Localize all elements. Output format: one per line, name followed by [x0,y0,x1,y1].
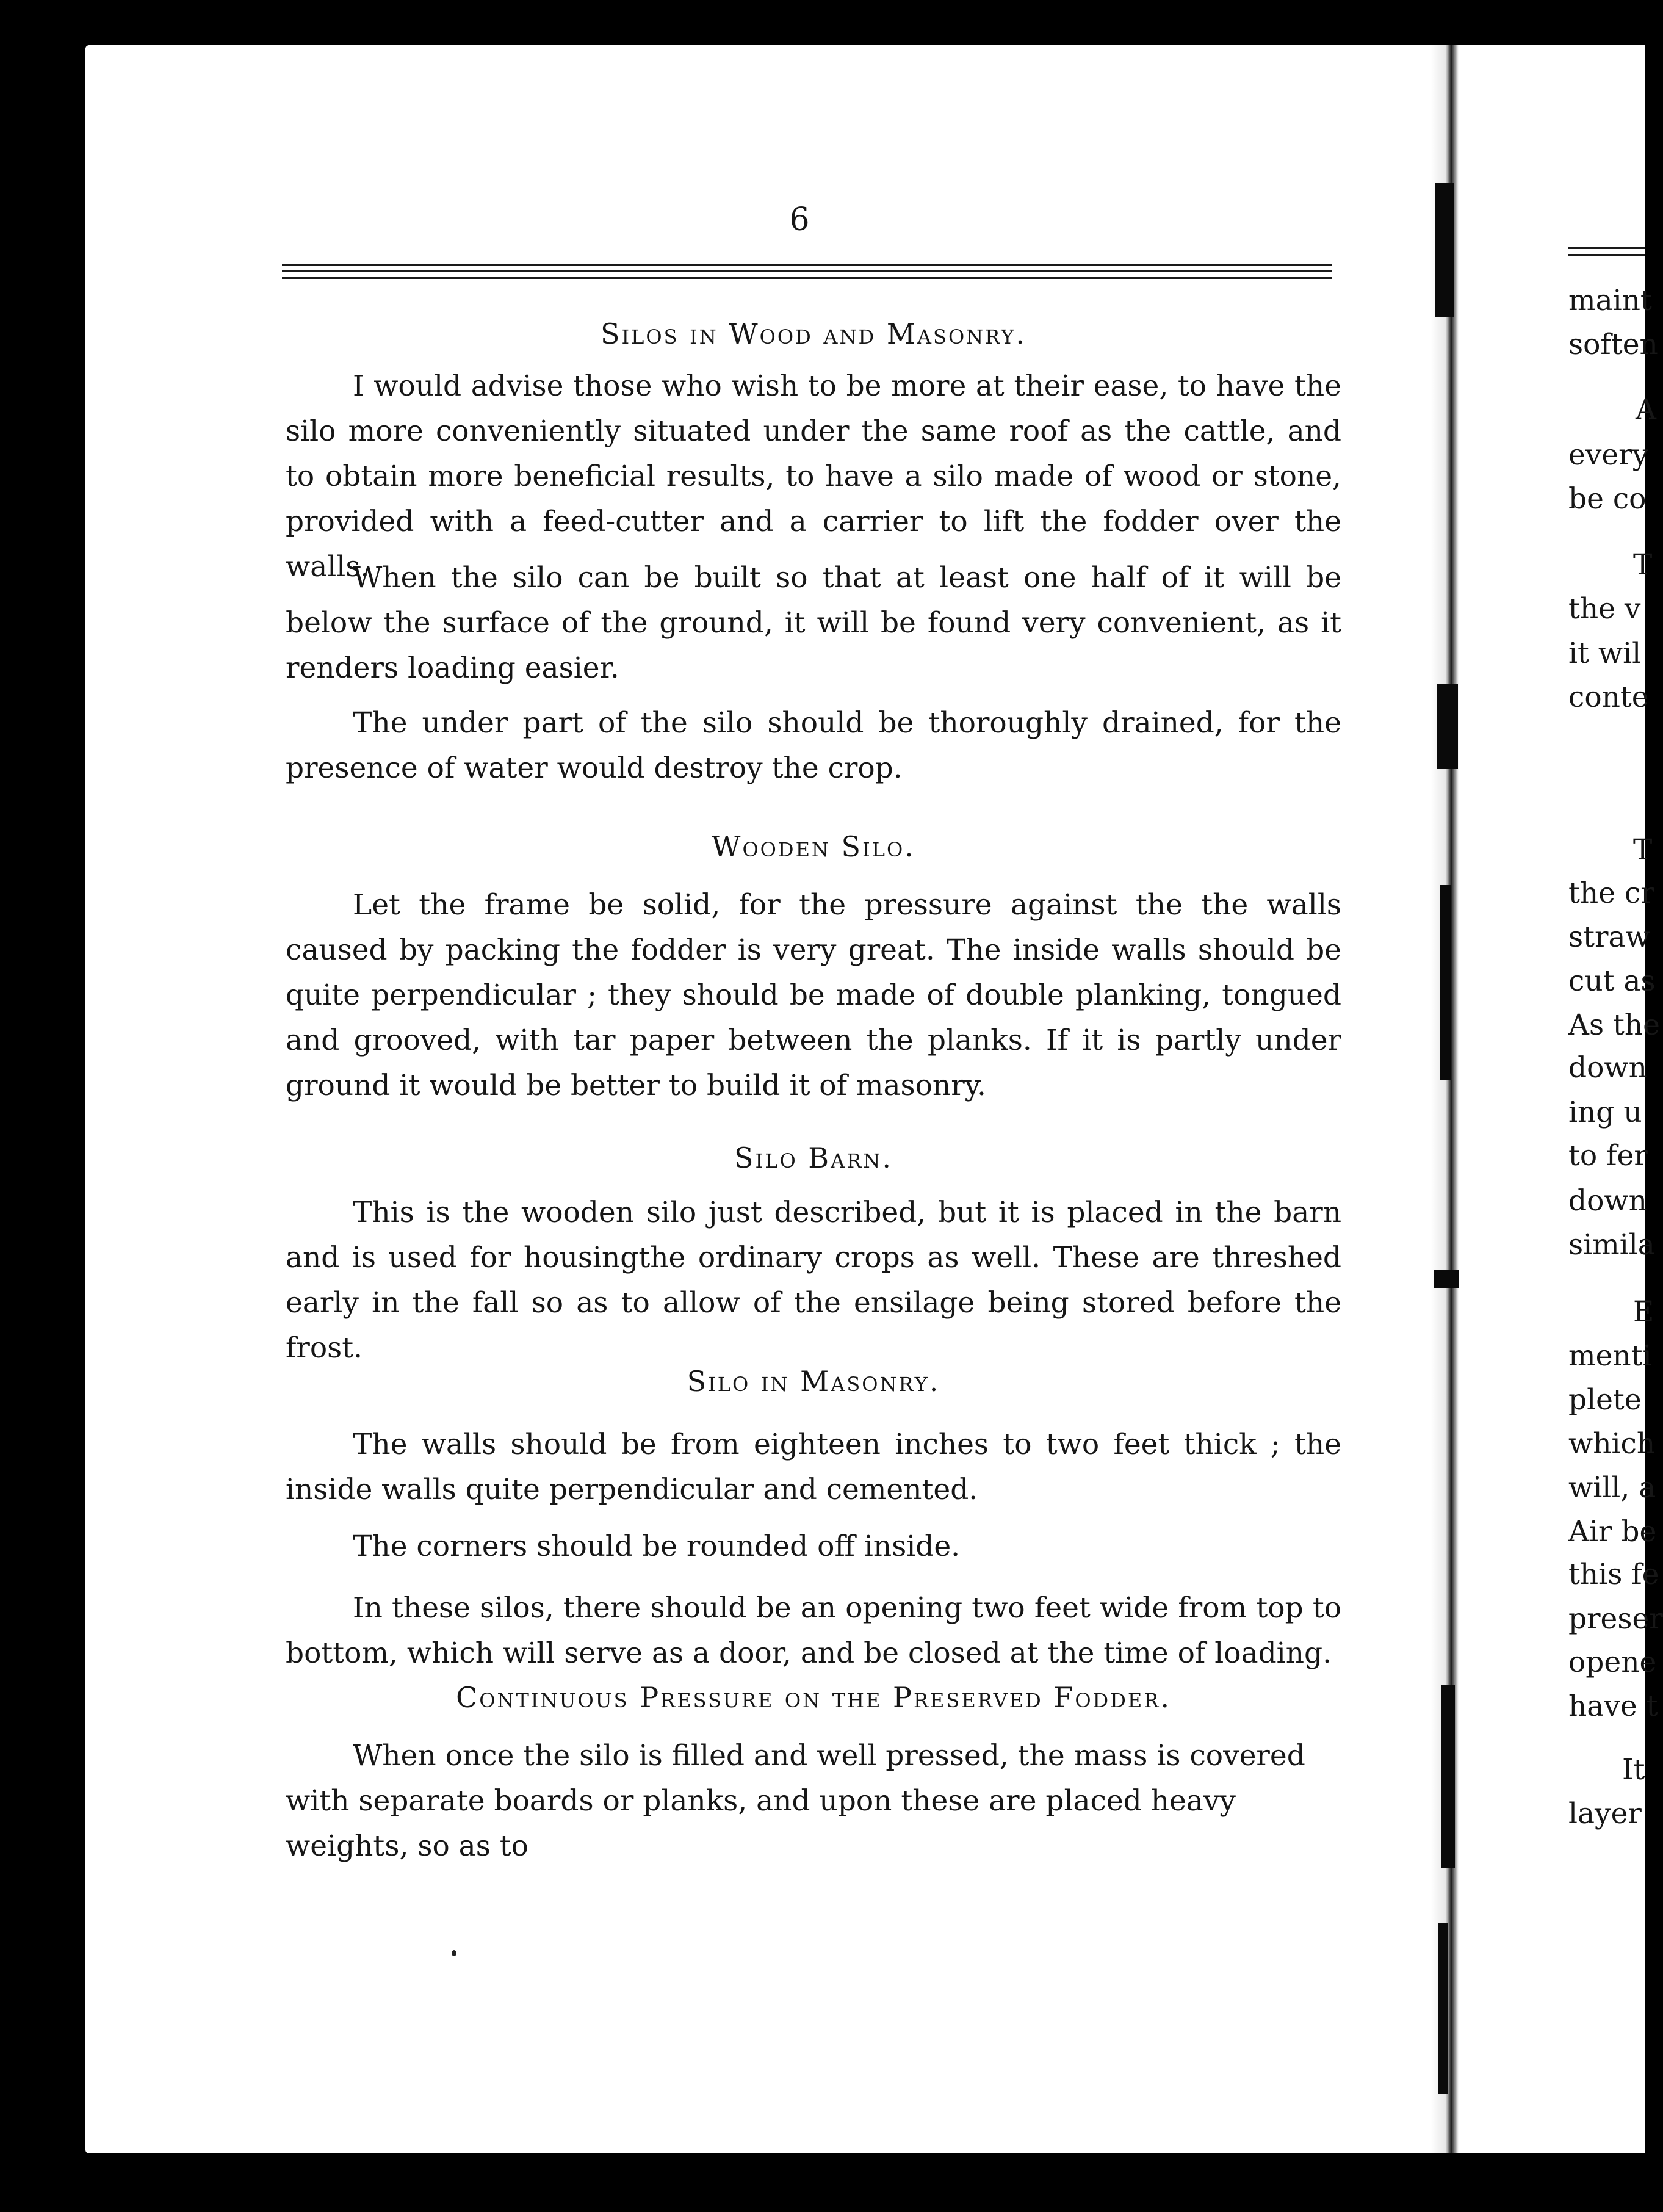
right-page-fragment: will, a [1568,1471,1656,1505]
paragraph: The under part of the silo should be thoroughly drained, for the presence of water would destroy the crop. [286,706,1341,785]
right-page-fragment: It [1622,1753,1645,1787]
ink-speck [452,1950,456,1956]
paragraph: When once the silo is filled and well pressed, the mass is covered with separate boards or planks, and upon these are placed heavy weights, so as to [286,1739,1305,1863]
torn-edge [1434,1270,1459,1288]
paragraph: This is the wooden silo just described, but it is placed in the barn and is used for housingthe ordinary crops as well. These are threshed early in the fall so as to allow of the ensilage being stored before the frost. [286,1196,1341,1365]
section-heading: Continuous Pressure on the Preserved Fodder. [456,1681,1171,1714]
right-page-fragment: conte [1568,681,1649,714]
right-page-fragment: every [1568,438,1649,472]
right-page-fragment: E [1633,1295,1654,1329]
right-page-fragment: have t [1568,1690,1658,1723]
section-heading: Silos in Wood and Masonry. [600,317,1027,350]
header-rule [282,264,1332,266]
paragraph: The corners should be rounded off inside. [353,1530,961,1563]
right-page-fragment: straw [1568,920,1650,954]
right-page-fragment: down [1568,1184,1647,1218]
right-page-rule [1568,247,1645,249]
torn-edge [1437,684,1458,769]
right-page-fragment: T [1633,833,1653,867]
page-number: 6 [789,201,810,238]
section-heading: Silo in Masonry. [687,1365,940,1398]
section-heading: Wooden Silo. [712,830,915,863]
right-page-fragment: opene [1568,1646,1657,1679]
right-page-fragment: preser [1568,1602,1663,1636]
right-page-fragment: Air be [1568,1515,1657,1549]
torn-edge [1440,885,1451,1080]
paragraph: The walls should be from eighteen inches to two feet thick ; the inside walls quite perpendicular and cemented. [286,1428,1341,1506]
right-page-fragment: As the [1568,1008,1660,1042]
right-page-fragment: plete [1568,1383,1642,1417]
right-page-fragment: the cr [1568,876,1654,910]
paragraph: When the silo can be built so that at least one half of it will be below the surface of the ground, it will be found very convenient, as it renders loading easier. [286,561,1341,685]
right-page-fragment: this fe [1568,1558,1659,1591]
right-page-fragment: soften [1568,328,1658,361]
header-rule [282,270,1332,272]
right-page-fragment: be co [1568,482,1647,516]
header-rule [282,277,1332,279]
torn-edge [1435,183,1454,317]
right-page-fragment: to fer [1568,1139,1648,1173]
paragraph: I would advise those who wish to be more at their ease, to have the silo more conveniently situated under the same roof as the cattle, and to obtain more beneficial results, to have a silo made of wood or stone, provided with a feed-cutter and a carrier to lift the fodder over the walls. [286,369,1341,584]
right-page-fragment: A [1636,393,1656,427]
paragraph: Let the frame be solid, for the pressure against the the walls caused by packing the fodder is very great. The inside walls should be quite perpendicular ; they should be made of double planking, tongued and grooved, with tar paper between the planks. If it is partly under ground it would be better to build it of masonry. [286,888,1341,1102]
section-heading: Silo Barn. [734,1141,893,1174]
right-page-fragment: down [1568,1051,1647,1085]
torn-edge [1441,1685,1455,1868]
right-page-fragment: T [1633,548,1653,582]
right-page-rule [1568,254,1645,256]
right-page-fragment: maint [1568,284,1652,317]
right-page-fragment: layer [1568,1797,1642,1831]
right-page-fragment: simila [1568,1228,1655,1262]
right-page-fragment: which [1568,1427,1656,1461]
right-page-fragment: it wil [1568,637,1642,670]
right-page-fragment: ing u [1568,1096,1642,1129]
paragraph: In these silos, there should be an opening two feet wide from top to bottom, which will serve as a door, and be closed at the time of loading. [286,1591,1341,1670]
right-page-fragment: the v [1568,592,1641,626]
torn-edge [1438,1923,1448,2094]
right-page-fragment: cut as [1568,964,1656,998]
right-page-fragment: menti [1568,1339,1652,1373]
